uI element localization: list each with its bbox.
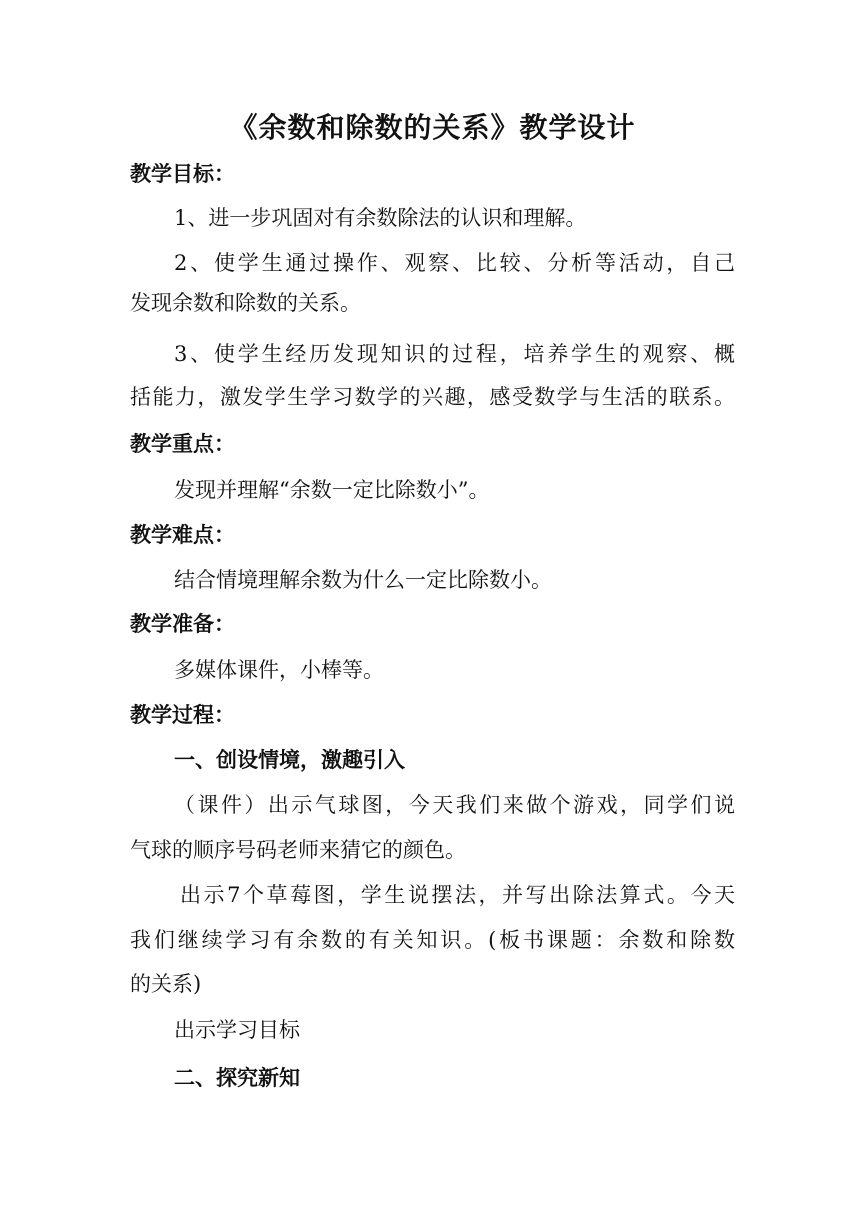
difficulty-heading: 教学难点： bbox=[130, 522, 235, 547]
process-heading: 教学过程： bbox=[130, 702, 235, 727]
goals-heading: 教学目标： bbox=[130, 161, 235, 186]
prep-text: 多媒体课件，小棒等。 bbox=[174, 658, 384, 682]
section-1-paragraph-1-line-2: 气球的顺序号码老师来猜它的颜色。 bbox=[130, 838, 466, 862]
prep-heading: 教学准备： bbox=[130, 611, 235, 636]
section-1-paragraph-1-line-1: （课件）出示气球图，今天我们来做个游戏，同学们说 bbox=[174, 793, 735, 817]
goal-2-line-1: 2、使学生通过操作、观察、比较、分析等活动，自己 bbox=[174, 251, 735, 275]
section-2-heading: 二、探究新知 bbox=[174, 1065, 300, 1090]
goal-3-line-1: 3、使学生经历发现知识的过程，培养学生的观察、概 bbox=[174, 342, 735, 366]
section-1-heading: 一、创设情境，激趣引入 bbox=[174, 747, 405, 772]
goal-1: 1、进一步巩固对有余数除法的认识和理解。 bbox=[174, 206, 587, 230]
document-title: 《余数和除数的关系》教学设计 bbox=[229, 111, 636, 144]
goal-2-line-2: 发现余数和除数的关系。 bbox=[130, 291, 361, 315]
section-1-paragraph-2-line-2: 我们继续学习有余数的有关知识。(板书课题：余数和除数 bbox=[130, 928, 735, 952]
section-1-paragraph-3: 出示学习目标 bbox=[174, 1018, 300, 1042]
goal-3-line-2: 括能力，激发学生学习数学的兴趣，感受数学与生活的联系。 bbox=[130, 385, 735, 409]
section-1-paragraph-2-line-3: 的关系) bbox=[130, 972, 202, 996]
difficulty-text: 结合情境理解余数为什么一定比除数小。 bbox=[174, 568, 552, 592]
key-text: 发现并理解“余数一定比除数小”。 bbox=[174, 478, 490, 502]
section-1-paragraph-2-line-1: 出示7个草莓图，学生说摆法，并写出除法算式。今天 bbox=[180, 883, 735, 907]
key-heading: 教学重点： bbox=[130, 431, 235, 456]
